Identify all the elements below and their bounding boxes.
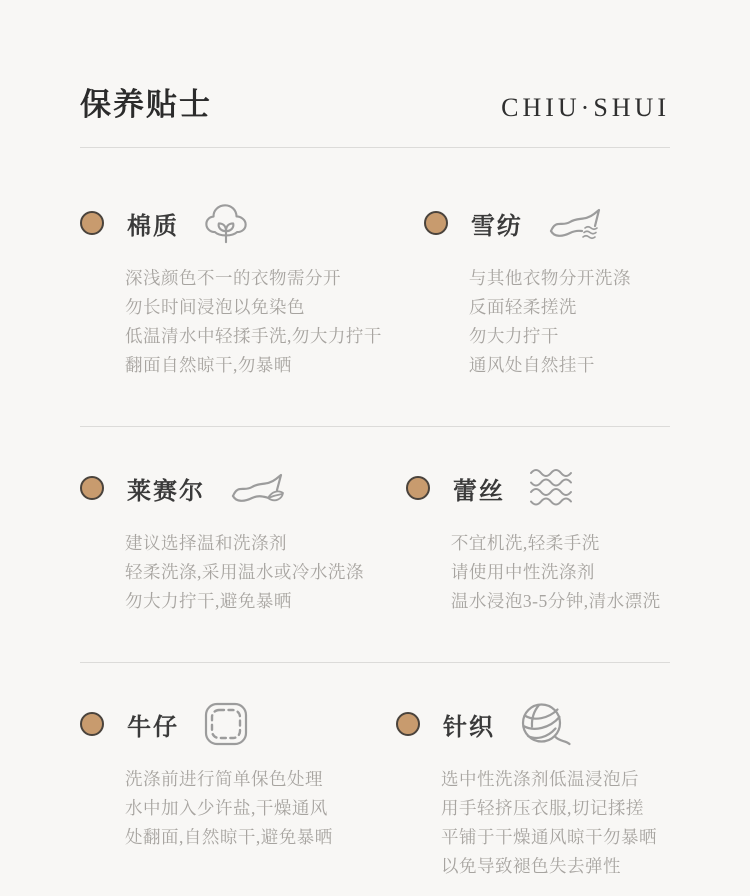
care-lines <box>125 529 364 616</box>
bullet-dot <box>80 476 104 500</box>
care-lines <box>441 765 670 881</box>
care-line: 以免导致褪色失去弹性 <box>441 856 621 877</box>
section-title: 莱赛尔 <box>127 478 205 505</box>
cotton-icon <box>203 200 249 246</box>
care-grid-row-1 <box>80 148 670 402</box>
section-header <box>80 699 354 749</box>
yarn-ball-icon <box>519 699 573 749</box>
care-lines <box>451 529 670 616</box>
care-section-lyocell <box>80 463 364 616</box>
bullet-dot <box>396 712 420 736</box>
bullet-dot <box>406 476 430 500</box>
care-lines <box>125 765 354 852</box>
section-header <box>396 699 670 749</box>
care-section-cotton <box>80 198 382 380</box>
care-line: 请使用中性洗涤剂 <box>450 562 595 583</box>
care-section-denim <box>80 699 354 881</box>
care-lines <box>125 264 382 380</box>
care-line: 翻面自然晾干,勿暴晒 <box>125 355 292 376</box>
care-lines <box>469 264 670 380</box>
care-grid-row-2 <box>80 427 670 638</box>
page-header <box>80 86 670 123</box>
section-title: 针织 <box>443 714 495 741</box>
care-line: 通风处自然挂干 <box>468 355 595 376</box>
section-title: 棉质 <box>127 213 179 240</box>
care-line: 处翻面,自然晾干,避免暴晒 <box>125 827 333 848</box>
section-header <box>80 463 364 513</box>
brand-logo: CHIU·SHUI <box>501 93 670 122</box>
lace-weave-icon <box>529 466 575 510</box>
care-line: 用手轻挤压衣服,切记揉搓 <box>441 798 644 819</box>
care-line: 勿大力拧干,避免暴晒 <box>125 591 292 612</box>
lyocell-leaf-fabric-icon <box>229 466 287 510</box>
denim-patch-icon <box>203 701 249 747</box>
bullet-dot <box>424 211 448 235</box>
section-title: 牛仔 <box>127 714 179 741</box>
page-title: 保养贴士 <box>80 87 212 122</box>
care-section-knit <box>396 699 670 881</box>
care-line: 轻柔洗涤,采用温水或冷水洗涤 <box>125 562 364 583</box>
care-line: 勿长时间浸泡以免染色 <box>125 297 305 318</box>
section-header <box>406 463 670 513</box>
section-title: 蕾丝 <box>452 478 505 505</box>
care-line: 不宜机洗,轻柔手洗 <box>450 533 600 554</box>
care-line: 洗涤前进行简单保色处理 <box>125 769 323 790</box>
care-line: 建议选择温和洗涤剂 <box>125 533 287 554</box>
care-line: 选中性洗涤剂低温浸泡后 <box>441 769 639 790</box>
care-line: 温水浸泡3-5分钟,清水漂洗 <box>450 591 661 612</box>
care-line: 与其他衣物分开洗涤 <box>468 268 631 289</box>
section-header <box>80 198 382 248</box>
bullet-dot <box>80 712 104 736</box>
section-header <box>424 198 670 248</box>
bullet-dot <box>80 211 104 235</box>
section-title: 雪纺 <box>470 213 523 240</box>
care-section-chiffon <box>424 198 670 380</box>
care-line: 低温清水中轻揉手洗,勿大力拧干 <box>125 326 382 347</box>
care-line: 平铺于干燥通风晾干勿暴晒 <box>441 827 657 848</box>
chiffon-fabric-icon <box>547 201 605 245</box>
care-line: 深浅颜色不一的衣物需分开 <box>125 268 341 289</box>
care-line: 水中加入少许盐,干燥通风 <box>125 798 328 819</box>
care-line: 反面轻柔搓洗 <box>468 297 577 318</box>
care-grid-row-3 <box>80 663 670 896</box>
care-section-lace <box>406 463 670 616</box>
care-line: 勿大力拧干 <box>468 326 559 347</box>
